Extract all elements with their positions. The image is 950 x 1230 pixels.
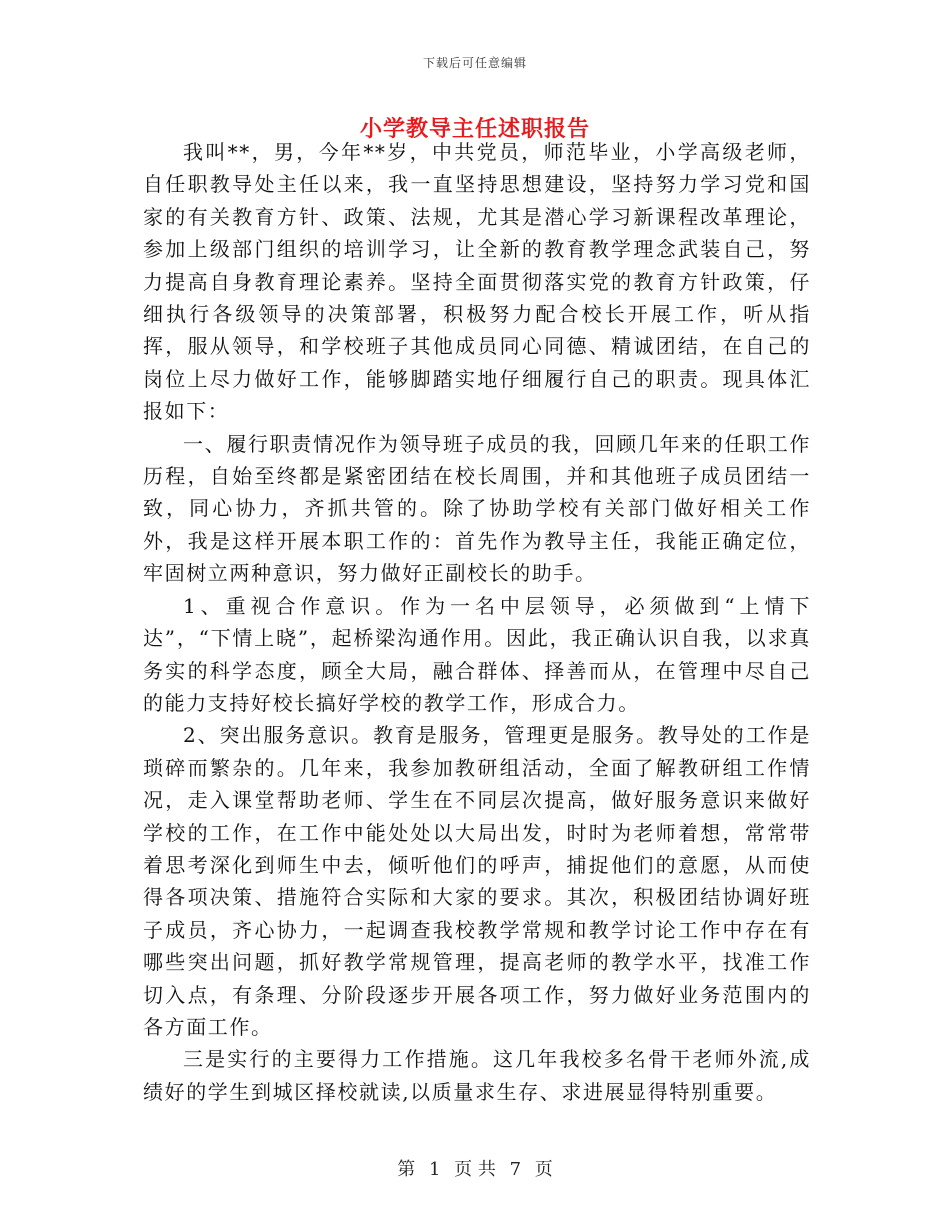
paragraph-service: 2、突出服务意识。教育是服务，管理更是服务。教导处的工作是琐碎而繁杂的。几年来，我参加教研组活动，全面了解教研组工作情况，走入课堂帮助老师、学生在不同层次提高，做好服务意识来做好学校的工作，在工作中能处处以大局出发，时时为老师着想，常常带着思考深化到师生中去，倾听他们的呼声，捕捉他们的意愿，从而使得各项决策、措施符合实际和大家的要求。其次，积极团结协调好班子成员，齐心协力，一起调查我校教学常规和教学讨论工作中存在有哪些突出问题，抓好教学常规管理，提高老师的教学水平，找准工作切入点，有条理、分阶段逐步开展各项工作，努力做好业务范围内的各方面工作。 bbox=[143, 723, 811, 1039]
page-footer bbox=[0, 1155, 950, 1181]
footer-total-pages: 7 bbox=[509, 1159, 522, 1180]
footer-prefix: 第 bbox=[397, 1159, 416, 1180]
page-header-note: 下载后可任意编辑 bbox=[422, 56, 527, 70]
document-body bbox=[143, 136, 811, 1108]
paragraph-cooperation: 1、重视合作意识。作为一名中层领导，必须做到“上情下达”，“下情上晓”，起桥梁沟通作用。因此，我正确认识自我，以求真务实的科学态度，顾全大局，融合群体、择善而从，在管理中尽自己的能力支持好校长搞好学校的教学工作，形成合力。 bbox=[143, 593, 811, 715]
document-title: 小学教导主任述职报告 bbox=[359, 116, 590, 142]
footer-middle: 页 共 bbox=[454, 1159, 496, 1180]
paragraph-intro: 我叫**，男，今年**岁，中共党员，师范毕业，小学高级老师，自任职教导处主任以来，我一直坚持思想建设，坚持努力学习党和国家的有关教育方针、政策、法规，尤其是潜心学习新课程改革理论，参加上级部门组织的培训学习，让全新的教育教学理念武装自己，努力提高自身教育理论素养。坚持全面贯彻落实党的教育方针政策，仔细执行各级领导的决策部署，积极努力配合校长开展工作，听从指挥，服从领导，和学校班子其他成员同心同德、精诚团结，在自己的岗位上尽力做好工作，能够脚踏实地仔细履行自己的职责。现具体汇报如下： bbox=[143, 140, 811, 424]
paragraph-duties: 一、履行职责情况作为领导班子成员的我，回顾几年来的任职工作历程，自始至终都是紧密团结在校长周围，并和其他班子成员团结一致，同心协力，齐抓共管的。除了协助学校有关部门做好相关工作外，我是这样开展本职工作的：首先作为教导主任，我能正确定位，牢固树立两种意识，努力做好正副校长的助手。 bbox=[143, 431, 811, 586]
paragraph-measures: 三是实行的主要得力工作措施。这几年我校多名骨干老师外流,成绩好的学生到城区择校就读,以质量求生存、求进展显得特别重要。 bbox=[143, 1047, 811, 1104]
footer-suffix: 页 bbox=[534, 1159, 553, 1180]
footer-page-number: 1 bbox=[428, 1159, 441, 1180]
